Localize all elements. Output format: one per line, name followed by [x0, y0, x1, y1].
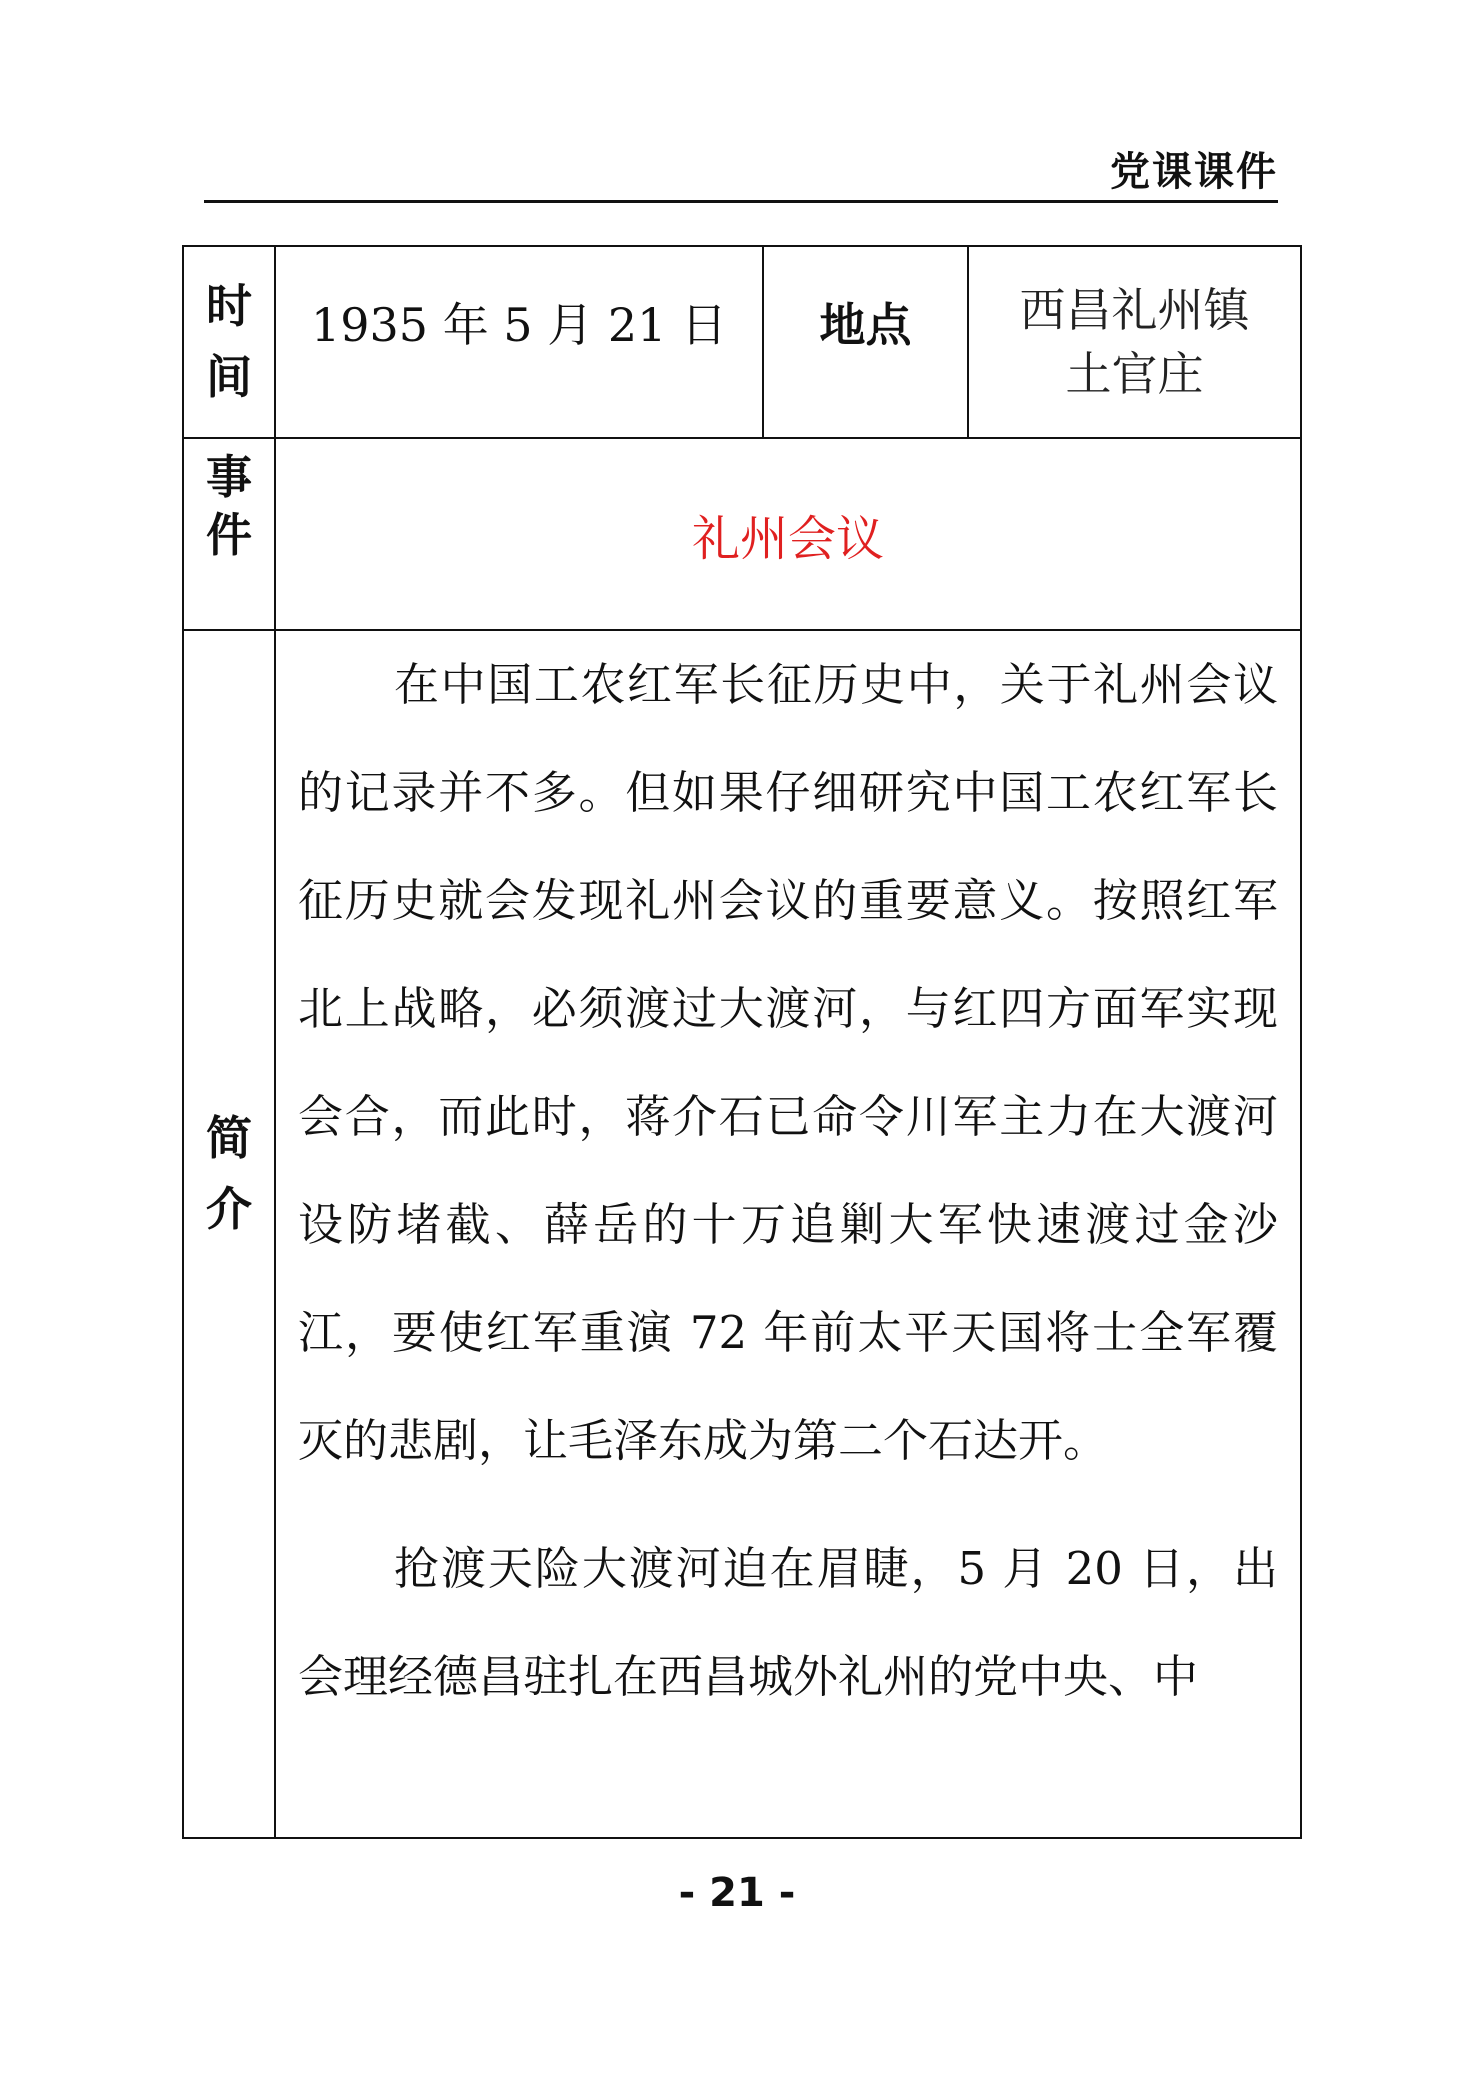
event-label: [183, 438, 275, 630]
event-label-char: 事: [206, 450, 252, 504]
header-title: 党课课件: [1110, 149, 1278, 195]
place-label: 地点: [763, 246, 968, 438]
time-label-char: 间: [206, 350, 252, 404]
event-label-char: 件: [206, 507, 252, 562]
intro-paragraph: 在中国工农红军长征历史中，关于礼州会议的记录并不多。但如果仔细研究中国工农红军长征历史就会发现礼州会议的重要意义。按照红军北上战略，必须渡过大渡河，与红四方面军实现会合，而此时，蒋介石已命令川军主力在大渡河设防堵截、薛岳的十万追剿大军快速渡过金沙江，要使红军重演 72 年前太平天国将士全军覆灭的悲剧，让毛泽东成为第二个石达开。: [298, 658, 1278, 1467]
intro-body: [275, 630, 1301, 1838]
intro-label: [183, 630, 275, 1838]
intro-paragraph: 抢渡天险大渡河迫在眉睫，5 月 20 日，出会理经德昌驻扎在西昌城外礼州的党中央、中: [298, 1542, 1278, 1703]
event-title: 礼州会议: [275, 438, 1301, 630]
intro-label-char: 介: [206, 1182, 252, 1236]
intro-label-char: 简: [206, 1110, 252, 1165]
time-label: [183, 246, 275, 438]
intro-row: [183, 630, 1301, 1838]
page-number: - 21 -: [678, 1870, 796, 1916]
place-line: 西昌礼州镇: [1019, 282, 1250, 337]
record-table: [182, 245, 1302, 1839]
date-value: 1935 年 5 月 21 日: [275, 246, 763, 438]
time-place-row: [183, 246, 1301, 438]
event-row: [183, 438, 1301, 630]
place-line: 土官庄: [1065, 347, 1204, 401]
header-rule: [204, 200, 1278, 203]
time-label-char: 时: [206, 278, 252, 333]
place-value: [968, 246, 1301, 438]
